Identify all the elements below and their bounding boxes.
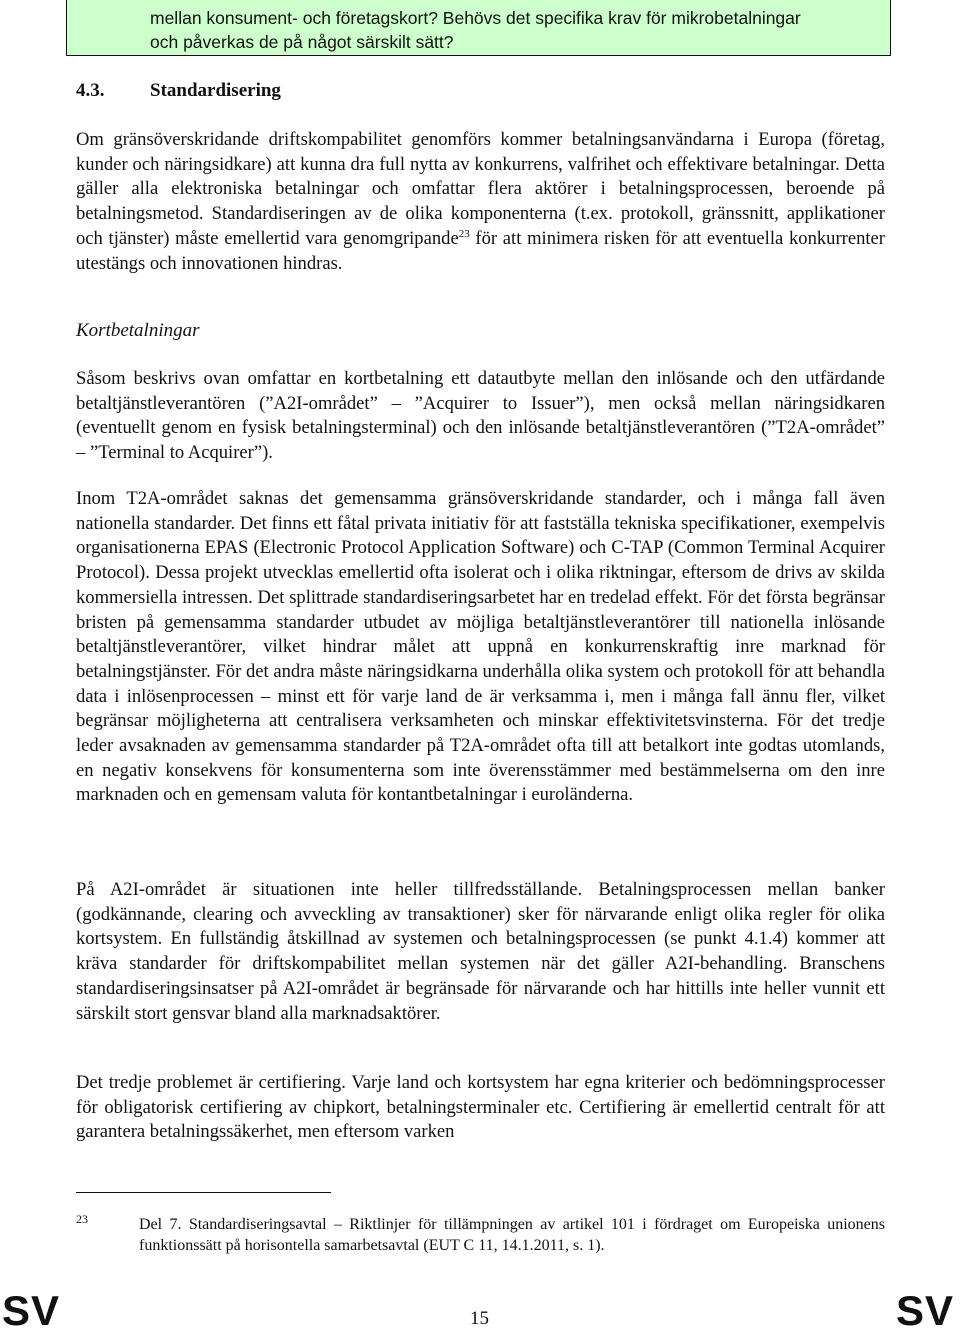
paragraph-intro-part-1: Om gränsöverskridande driftskompabilitet genomförs kommer betalningsanvändarna i Europa (företag, kunder och näringsidkare) att kunna dra full nytta av konkurrens, valfrihet och effektivare betalningar. Detta gäller alla elektroniska betalningar och omfattar flera aktörer i betalningsprocessen, beroende på betalningsmetod. Standardiseringen av de olika komponenterna (t.ex. protokoll, gränssnitt, applikationer och tjänster) måste emellertid vara genomgripande (76, 129, 885, 249)
paragraph-certification: Det tredje problemet är certifiering. Varje land och kortsystem har egna kriterier och bedömningsprocesser för obligatorisk certifiering av chipkort, betalningsterminaler etc. Certifiering är emellertid centralt för att garantera betalningssäkerhet, men eftersom varken (76, 1072, 885, 1143)
paragraph-a2i: På A2I-området är situationen inte heller tillfredsställande. Betalningsprocessen mellan banker (godkännande, clearing och avveckling av transaktioner) sker för närvarande enligt olika regler för olika kortsystem. En fullständig åtskillnad av systemen och betalningsprocessen (se punkt 4.1.4) kommer att kräva standarder för driftskompabilitet mellan systemen när det gäller A2I-behandling. Branschens standardiseringsinsatser på A2I-området är begränsade för närvarande och har hittills inte heller vunnit ett särskilt stort gensvar bland alla marknadsaktörer. (76, 879, 885, 1024)
footnote-separator (76, 1192, 331, 1193)
footnote-number: 23 (76, 1212, 88, 1226)
footer-language-right: SV (895, 1287, 954, 1334)
paragraph-t2a: Inom T2A-området saknas det gemensamma gränsöverskridande standarder, och i många fall även nationella standarder. Det finns ett fåtal privata initiativ för att fastställa tekniska specifikationer, exempelvis organisationerna EPAS (Electronic Protocol Application Software) och C-TAP (Common Terminal Acquirer Protocol). Dessa projekt utvecklas emellertid ofta isolerat och i olika riktningar, eftersom de drivs av skilda kommersiella intressen. Det splittrade standardiseringsarbetet har en tredelad effekt. För det första begränsar bristen på gemensamma standarder utbudet av möjliga betaltjänstleverantörer till nationella inlösande betaltjänstleverantörer, vilket hindrar målet att uppnå en konkurrenskraftig inre marknad för betalningstjänster. För det andra måste näringsidkarna underhålla olika system och protokoll för att behandla data i inlösenprocessen – minst ett för varje land de är verksamma i, men i många fall ännu fler, vilket begränsar möjligheterna att centralisera verksamheten och minskar effektivitetsvinsterna. För det tredje leder avsaknaden av gemensamma standarder på T2A-området ofta till att betalkort inte godtas utomlands, en negativ konsekvens för konsumenterna som inte överensstämmer med bestämmelserna om den inre marknaden och en gemensam valuta för kontantbetalningar i euroländerna. (76, 488, 885, 806)
paragraph-card-payment: Såsom beskrivs ovan omfattar en kortbetalning ett datautbyte mellan den inlösande och den utfärdande betaltjänstleverantören (”A2I-området” – ”Acquirer to Issuer”), men också mellan näringsidkaren (eventuellt genom en fysisk betalningsterminal) och den inlösande betaltjänstleverantören (”T2A-området” – ”Terminal to Acquirer”). (76, 368, 885, 464)
footnote-reference[interactable]: 23 (458, 227, 470, 240)
footer-language-left: SV (2, 1287, 61, 1334)
paragraph-intro-part-2: för att minimera risken för att eventuella konkurrenter utestängs och innovationen hindras. (76, 227, 886, 274)
question-box-line-1: mellan konsument- och företagskort? Behövs det specifika krav för mikrobetalningar (150, 8, 801, 28)
question-box-line-2: och påverkas de på något särskilt sätt? (150, 32, 454, 52)
section-title: Standardisering (150, 80, 281, 101)
page-number: 15 (470, 1308, 489, 1329)
paragraph-intro (76, 128, 885, 276)
subheading-kortbetalningar: Kortbetalningar (76, 320, 200, 341)
question-box (66, 0, 891, 56)
section-heading (76, 80, 896, 102)
footnote-text: Del 7. Standardiseringsavtal – Riktlinjer för tillämpningen av artikel 101 i fördraget om Europeiska unionens funktionssätt på horisontella samarbetsavtal (EUT C 11, 14.1.2011, s. 1). (139, 1216, 885, 1254)
section-number: 4.3. (76, 80, 105, 101)
